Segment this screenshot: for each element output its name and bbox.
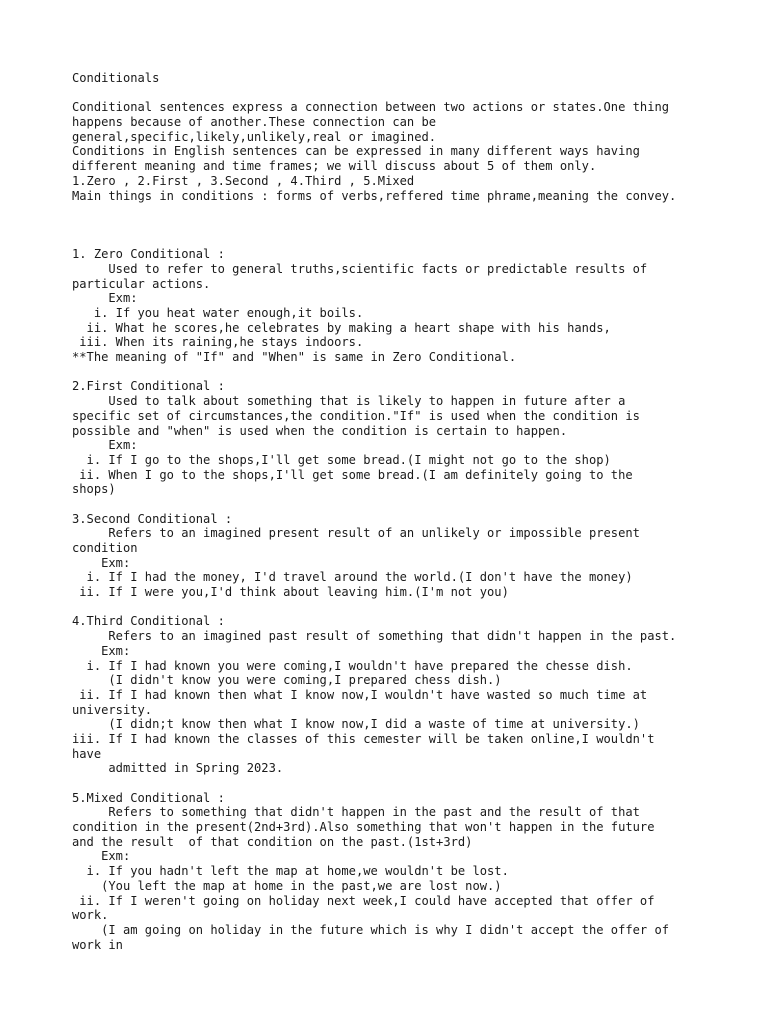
section-line: Exm: (72, 555, 131, 570)
section-heading: 1. Zero Conditional : (72, 247, 225, 262)
section-line: Used to refer to general truths,scientific facts or predictable results of (72, 261, 648, 276)
blank-line (72, 600, 762, 615)
section-line: admitted in Spring 2023. (72, 761, 284, 776)
section-line: ii. When I go to the shops,I'll get some bread.(I am definitely going to the (72, 467, 633, 482)
section-line: (I didn't know you were coming,I prepared chess dish.) (72, 673, 502, 688)
section-line: particular actions. (72, 276, 211, 291)
section-line: Exm: (72, 849, 131, 864)
section-line: (I am going on holiday in the future which is why I didn't accept the offer of (72, 922, 670, 937)
blank-line (72, 776, 762, 791)
intro-paragraph (72, 100, 762, 203)
blank-line (72, 233, 762, 248)
section-line: i. If I go to the shops,I'll get some bread.(I might not go to the shop) (72, 452, 611, 467)
section-line: ii. If I had known then what I know now,I wouldn't have wasted so much time at (72, 687, 648, 702)
section-line: Exm: (72, 438, 138, 453)
section-line: i. If I had known you were coming,I wouldn't have prepared the chesse dish. (72, 658, 633, 673)
section-third-conditional (72, 614, 762, 776)
intro-line: happens because of another.These connection can be (72, 115, 437, 130)
section-line: Used to talk about something that is likely to happen in future after a (72, 394, 626, 409)
section-zero-conditional (72, 247, 762, 365)
section-line: condition (72, 541, 138, 555)
section-heading: 4.Third Conditional : (72, 614, 225, 629)
section-heading: 2.First Conditional : (72, 379, 225, 394)
intro-line: different meaning and time frames; we will discuss about 5 of them only. (72, 159, 597, 174)
section-line: shops) (72, 482, 116, 497)
section-line: Refers to an imagined present result of an unlikely or impossible present (72, 526, 640, 541)
intro-line: 1.Zero , 2.First , 3.Second , 4.Third , 5.Mixed (72, 173, 415, 188)
blank-line (72, 86, 762, 101)
section-line: Refers to something that didn't happen in the past and the result of that (72, 805, 640, 820)
section-line: iii. If I had known the classes of this cemester will be taken online,I wouldn't (72, 731, 655, 746)
section-line: (I didn;t know then what I know now,I did a waste of time at university.) (72, 717, 640, 732)
document-page (72, 71, 762, 952)
section-line: condition in the present(2nd+3rd).Also something that won't happen in the future (72, 820, 655, 835)
intro-line: Conditions in English sentences can be expressed in many different ways having (72, 144, 640, 159)
blank-line (72, 497, 762, 512)
section-line: (You left the map at home in the past,we are lost now.) (72, 878, 502, 893)
blank-line (72, 365, 762, 380)
section-line: ii. If I weren't going on holiday next week,I could have accepted that offer of (72, 893, 655, 908)
section-line: specific set of circumstances,the condition."If" is used when the condition is (72, 408, 640, 423)
section-heading: 3.Second Conditional : (72, 511, 233, 526)
section-line: and the result of that condition on the past.(1st+3rd) (72, 834, 473, 849)
section-line: have (72, 746, 102, 761)
section-line: Exm: (72, 291, 138, 306)
page-title: Conditionals (72, 71, 160, 85)
section-line: university. (72, 702, 153, 717)
section-line: **The meaning of "If" and "When" is same in Zero Conditional. (72, 350, 517, 365)
intro-line: Main things in conditions : forms of verbs,reffered time phrame,meaning the convey. (72, 188, 677, 203)
section-mixed-conditional (72, 791, 762, 953)
section-line: work in (72, 937, 123, 952)
section-line: possible and "when" is used when the condition is certain to happen. (72, 423, 568, 438)
section-line: ii. If I were you,I'd think about leaving him.(I'm not you) (72, 585, 509, 600)
section-line: Exm: (72, 643, 131, 658)
blank-line (72, 203, 762, 218)
section-line: Refers to an imagined past result of something that didn't happen in the past. (72, 629, 677, 644)
section-line: i. If I had the money, I'd travel around the world.(I don't have the money) (72, 570, 633, 585)
section-line: iii. When its raining,he stays indoors. (72, 335, 364, 350)
section-heading: 5.Mixed Conditional : (72, 790, 225, 805)
section-line: work. (72, 908, 109, 923)
section-line: i. If you heat water enough,it boils. (72, 306, 364, 320)
section-line: ii. What he scores,he celebrates by making a heart shape with his hands, (72, 320, 611, 335)
blank-line (72, 218, 762, 233)
section-second-conditional (72, 512, 762, 600)
section-line: i. If you hadn't left the map at home,we wouldn't be lost. (72, 864, 509, 879)
section-first-conditional (72, 379, 762, 497)
intro-line: Conditional sentences express a connection between two actions or states.One thing (72, 100, 670, 115)
intro-line: general,specific,likely,unlikely,real or imagined. (72, 129, 437, 144)
